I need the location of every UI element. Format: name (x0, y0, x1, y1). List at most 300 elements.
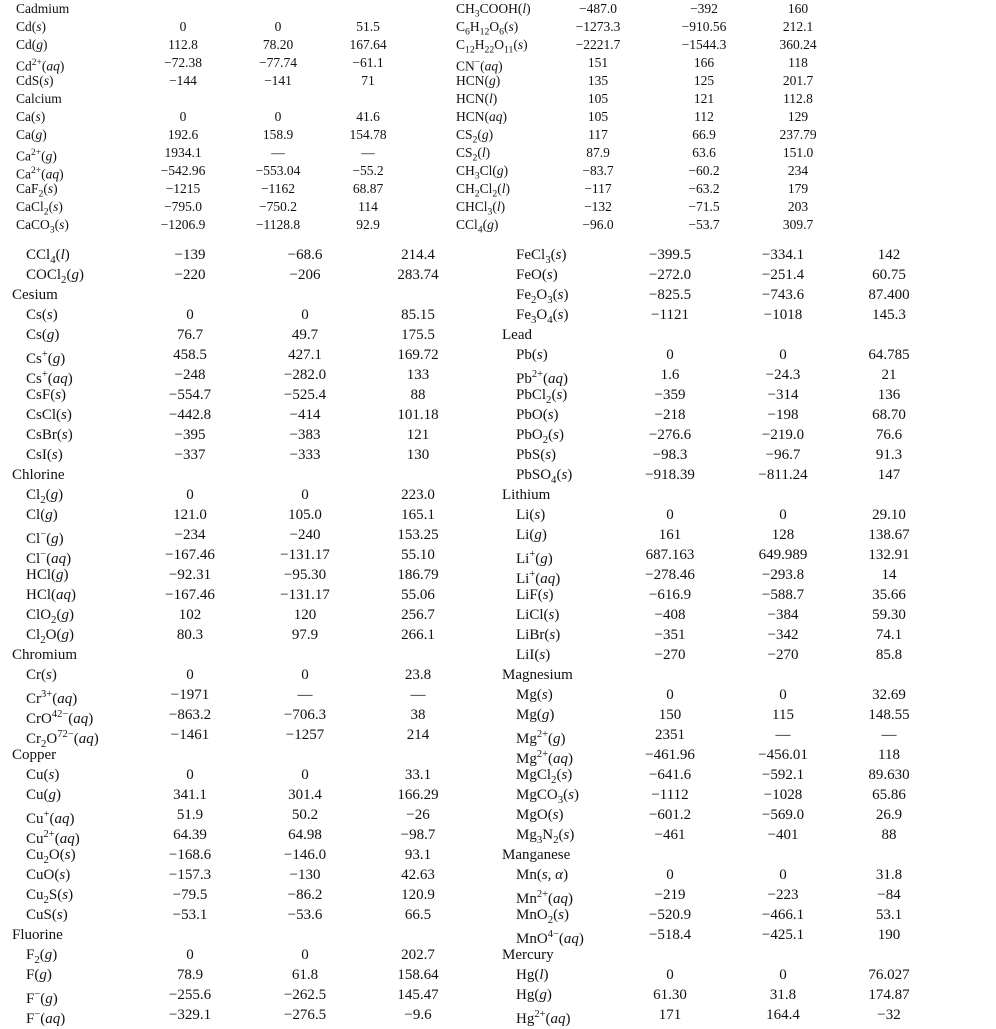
delta-g-cell: 0 (779, 687, 787, 703)
species-cell: HCN(aq) (456, 109, 508, 124)
delta-g-cell: −383 (289, 427, 321, 443)
entropy-cell: 283.74 (397, 267, 439, 283)
delta-g-cell: 0 (301, 307, 309, 323)
delta-g-cell: −569.0 (761, 807, 805, 823)
delta-g-cell: −706.3 (283, 707, 327, 723)
delta-h-cell: −278.46 (645, 567, 695, 583)
species-cell: HCN(l) (456, 91, 498, 106)
species-cell: $Cr_2O^{72-}(aq)$ (26, 729, 99, 750)
delta-h-cell: 0 (186, 487, 194, 503)
entropy-cell: 26.9 (875, 807, 903, 823)
delta-g-cell: −240 (289, 527, 321, 543)
entropy-cell: 151.0 (782, 145, 814, 160)
delta-g-cell: 301.4 (288, 787, 322, 803)
delta-g-cell: −198 (767, 407, 799, 423)
entropy-cell: 214.4 (401, 247, 435, 263)
delta-g-cell: — (297, 687, 313, 703)
delta-h-cell: −641.6 (648, 767, 692, 783)
delta-h-cell: −272.0 (648, 267, 692, 283)
delta-g-cell: 0 (274, 109, 282, 124)
delta-g-cell: −1544.3 (681, 37, 727, 52)
entropy-cell: 85.8 (875, 647, 903, 663)
entropy-cell: 76.027 (868, 967, 910, 983)
delta-h-cell: −351 (654, 627, 686, 643)
species-cell: Cs(g) (26, 327, 60, 343)
delta-g-cell: 0 (779, 867, 787, 883)
entropy-cell: 138.67 (868, 527, 910, 543)
delta-g-cell: 0 (301, 947, 309, 963)
species-cell: CsBr(s) (26, 427, 73, 443)
delta-h-cell: −337 (174, 447, 206, 463)
entropy-cell: 68.70 (872, 407, 906, 423)
delta-g-cell: −1128.8 (255, 217, 301, 232)
species-cell: $CH_2Cl_2(l)$ (456, 181, 511, 200)
delta-g-cell: −71.5 (688, 199, 720, 214)
delta-h-cell: −218 (654, 407, 686, 423)
delta-h-cell: 135 (587, 73, 609, 88)
delta-h-cell: −248 (174, 367, 206, 383)
delta-h-cell: −255.6 (168, 987, 212, 1003)
entropy-cell: — (410, 687, 426, 703)
delta-h-cell: −72.38 (164, 55, 202, 70)
delta-g-cell: −53.7 (688, 217, 720, 232)
species-cell: MgO(s) (516, 807, 564, 823)
entropy-cell: 129 (787, 109, 809, 124)
delta-h-cell: −395 (174, 427, 206, 443)
species-cell: HCl(g) (26, 567, 69, 583)
delta-h-cell: −167.46 (165, 547, 215, 563)
species-cell: Ca(g) (16, 127, 47, 142)
entropy-cell: 76.6 (875, 427, 903, 443)
entropy-cell: 169.72 (397, 347, 439, 363)
entropy-cell: 87.400 (868, 287, 910, 303)
species-cell: $C_6H_{12}O_6(s)$ (456, 19, 519, 38)
entropy-cell: 35.66 (872, 587, 906, 603)
delta-h-cell: −1215 (165, 181, 201, 196)
delta-g-cell: −811.24 (758, 467, 808, 483)
species-cell: $Cr^{3+}(aq)$ (26, 689, 78, 707)
delta-h-cell: −542.96 (160, 163, 206, 178)
entropy-cell: 74.1 (875, 627, 903, 643)
species-cell: MnO$_2$(s) (516, 907, 569, 926)
delta-h-cell: −616.9 (648, 587, 692, 603)
delta-g-cell: 128 (771, 527, 795, 543)
upper-left-block (0, 0, 460, 236)
species-cell: Hg(g) (516, 987, 552, 1003)
species-cell: Li+(aq) (516, 569, 561, 587)
species-cell: F(g) (26, 967, 52, 983)
delta-h-cell: 192.6 (167, 127, 199, 142)
species-cell: Cs(s) (26, 307, 58, 323)
delta-g-cell: 649.989 (758, 547, 808, 563)
delta-h-cell: −795.0 (164, 199, 202, 214)
delta-h-cell: −219 (654, 887, 686, 903)
entropy-cell: 237.79 (779, 127, 817, 142)
species-cell: $Cu^{2+}(aq)$ (26, 829, 80, 847)
species-cell: MgCO$_3$(s) (516, 787, 579, 806)
delta-h-cell: 61.30 (653, 987, 687, 1003)
species-cell: Cu+(aq) (26, 809, 75, 827)
element-heading: Manganese (502, 847, 571, 863)
entropy-cell: −26 (406, 807, 430, 823)
entropy-cell: 91.3 (875, 447, 903, 463)
delta-h-cell: 51.9 (176, 807, 204, 823)
entropy-cell: 133 (406, 367, 430, 383)
species-cell: $Fe_3O_4(s)$ (516, 307, 569, 326)
species-cell: Cl(g) (26, 507, 58, 523)
delta-h-cell: −518.4 (648, 927, 692, 943)
delta-h-cell: −399.5 (648, 247, 692, 263)
entropy-cell: 130 (406, 447, 430, 463)
delta-g-cell: −63.2 (688, 181, 720, 196)
delta-g-cell: 0 (779, 507, 787, 523)
delta-g-cell: −1162 (260, 181, 296, 196)
species-cell: CsI(s) (26, 447, 63, 463)
delta-g-cell: −425.1 (761, 927, 805, 943)
species-cell: CrO$^{42-}$(aq) (26, 709, 94, 727)
delta-h-cell: −98.3 (652, 447, 688, 463)
entropy-cell: 136 (877, 387, 901, 403)
delta-h-cell: 2351 (655, 727, 685, 743)
delta-g-cell: 49.7 (291, 327, 319, 343)
entropy-cell: 89.630 (868, 767, 910, 783)
delta-g-cell: 158.9 (262, 127, 294, 142)
delta-h-cell: −442.8 (168, 407, 212, 423)
species-cell: PbCl$_2$(s) (516, 387, 568, 406)
species-cell: Cs+(g) (26, 349, 66, 367)
delta-g-cell: −86.2 (287, 887, 323, 903)
entropy-cell: 55.06 (401, 587, 435, 603)
entropy-cell: 21 (881, 367, 897, 383)
species-cell: Mn(s, α) (516, 867, 569, 883)
delta-h-cell: −1461 (170, 727, 210, 743)
delta-h-cell: 151 (587, 55, 609, 70)
species-cell: MnO$^{4-}$(aq) (516, 929, 584, 947)
delta-g-cell: −525.4 (283, 387, 327, 403)
delta-h-cell: −83.7 (582, 163, 614, 178)
entropy-cell: 93.1 (404, 847, 432, 863)
delta-h-cell: −359 (654, 387, 686, 403)
delta-g-cell: −219.0 (761, 427, 805, 443)
entropy-cell: 118 (878, 747, 900, 763)
delta-g-cell: 64.98 (288, 827, 322, 843)
entropy-cell: 33.1 (404, 767, 432, 783)
delta-g-cell: 121 (693, 91, 715, 106)
delta-h-cell: 0 (666, 507, 674, 523)
delta-g-cell: −1257 (285, 727, 325, 743)
delta-g-cell: −1018 (763, 307, 803, 323)
entropy-cell: 154.78 (349, 127, 387, 142)
delta-g-cell: −1028 (763, 787, 803, 803)
delta-h-cell: −96.0 (582, 217, 614, 232)
delta-g-cell: 66.9 (692, 127, 716, 142)
delta-h-cell: 0 (186, 307, 194, 323)
delta-h-cell: 80.3 (176, 627, 204, 643)
element-heading: Lithium (502, 487, 551, 503)
delta-h-cell: −144 (169, 73, 197, 88)
entropy-cell: 256.7 (401, 607, 435, 623)
delta-g-cell: −206 (289, 267, 321, 283)
entropy-cell: 120.9 (401, 887, 435, 903)
species-cell: Pb(s) (516, 347, 548, 363)
species-cell: $CH_3COOH(l)$ (456, 1, 531, 20)
delta-h-cell: 341.1 (173, 787, 207, 803)
entropy-cell: 14 (881, 567, 897, 583)
delta-h-cell: −918.39 (645, 467, 695, 483)
delta-g-cell: −750.2 (259, 199, 297, 214)
entropy-cell: 38 (410, 707, 426, 723)
species-cell: $Ca^{2+}(g)$ (16, 148, 57, 164)
delta-g-cell: 78.20 (262, 37, 294, 52)
delta-h-cell: −329.1 (168, 1007, 212, 1023)
entropy-cell: 64.785 (868, 347, 910, 363)
delta-g-cell: — (775, 727, 791, 743)
species-cell: CuS(s) (26, 907, 68, 923)
species-cell: Li(s) (516, 507, 546, 523)
entropy-cell: 121 (406, 427, 430, 443)
delta-g-cell: −262.5 (283, 987, 327, 1003)
species-cell: $Fe_2O_3(s)$ (516, 287, 569, 306)
delta-h-cell: −487.0 (579, 1, 617, 16)
upper-right-block (446, 0, 996, 236)
delta-h-cell: 1.6 (660, 367, 680, 383)
delta-g-cell: 97.9 (291, 627, 319, 643)
species-cell: Cu(g) (26, 787, 62, 803)
species-cell: Cl−(g) (26, 529, 64, 547)
species-cell: LiCl(s) (516, 607, 560, 623)
delta-h-cell: −220 (174, 267, 206, 283)
entropy-cell: 175.5 (401, 327, 435, 343)
entropy-cell: 145.3 (872, 307, 906, 323)
entropy-cell: 71 (361, 73, 375, 88)
delta-g-cell: 0 (274, 19, 282, 34)
entropy-cell: 42.63 (401, 867, 435, 883)
delta-g-cell: −592.1 (761, 767, 805, 783)
entropy-cell: 59.30 (872, 607, 906, 623)
delta-g-cell: −553.04 (255, 163, 301, 178)
delta-h-cell: 105 (587, 91, 609, 106)
species-cell: HCN(g) (456, 73, 501, 88)
entropy-cell: 85.15 (401, 307, 435, 323)
entropy-cell: 66.5 (404, 907, 432, 923)
species-cell: Mg(g) (516, 707, 555, 723)
delta-g-cell: — (271, 145, 285, 160)
species-cell: $Mg^{2+}(g)$ (516, 729, 566, 747)
delta-g-cell: 0 (301, 487, 309, 503)
delta-h-cell: 117 (588, 127, 608, 142)
entropy-cell: 158.64 (397, 967, 439, 983)
delta-g-cell: 0 (301, 767, 309, 783)
delta-g-cell: 50.2 (291, 807, 319, 823)
delta-g-cell: −401 (767, 827, 799, 843)
delta-g-cell: −282.0 (283, 367, 327, 383)
delta-g-cell: −314 (767, 387, 799, 403)
entropy-cell: 65.86 (872, 787, 906, 803)
delta-g-cell: −141 (264, 73, 292, 88)
species-cell: $Mg^{2+}(aq)$ (516, 749, 574, 767)
lower-right-block (498, 245, 996, 1027)
species-cell: CuO(s) (26, 867, 71, 883)
delta-g-cell: −293.8 (761, 567, 805, 583)
entropy-cell: −55.2 (352, 163, 384, 178)
delta-g-cell: −276.5 (283, 1007, 327, 1023)
delta-g-cell: 61.8 (291, 967, 319, 983)
delta-g-cell: 0 (301, 667, 309, 683)
delta-h-cell: 87.9 (586, 145, 610, 160)
delta-g-cell: −96.7 (765, 447, 801, 463)
species-cell: CHCl$_3$(l) (456, 199, 506, 218)
species-cell: $Mn^{2+}(aq)$ (516, 889, 574, 907)
delta-g-cell: 120 (293, 607, 317, 623)
species-cell: CN−(aq) (456, 58, 503, 74)
delta-g-cell: −333 (289, 447, 321, 463)
delta-h-cell: −132 (584, 199, 612, 214)
species-cell: FeCl$_3$(s) (516, 247, 567, 266)
delta-h-cell: −79.5 (172, 887, 208, 903)
entropy-cell: 148.55 (868, 707, 910, 723)
delta-g-cell: −456.01 (758, 747, 808, 763)
delta-g-cell: −251.4 (761, 267, 805, 283)
element-heading: Cadmium (16, 1, 70, 16)
delta-g-cell: 427.1 (288, 347, 322, 363)
species-cell: MgCl$_2$(s) (516, 767, 573, 786)
entropy-cell: 223.0 (401, 487, 435, 503)
delta-h-cell: 105 (587, 109, 609, 124)
species-cell: F−(g) (26, 989, 58, 1007)
entropy-cell: 160 (787, 1, 809, 16)
entropy-cell: −98.7 (400, 827, 436, 843)
delta-h-cell: 102 (178, 607, 202, 623)
species-cell: F−(aq) (26, 1009, 66, 1027)
species-cell: $Pb^{2+}(aq)$ (516, 369, 569, 387)
delta-h-cell: −601.2 (648, 807, 692, 823)
delta-h-cell: −1121 (651, 307, 689, 323)
species-cell: CdS(s) (16, 73, 54, 88)
delta-g-cell: −384 (767, 607, 799, 623)
species-cell: PbO$_2$(s) (516, 427, 564, 446)
element-heading: Calcium (16, 91, 62, 106)
delta-h-cell: −461.96 (645, 747, 695, 763)
delta-h-cell: −1206.9 (160, 217, 206, 232)
delta-h-cell: 687.163 (645, 547, 695, 563)
delta-h-cell: 171 (658, 1007, 682, 1023)
delta-h-cell: 0 (186, 947, 194, 963)
delta-h-cell: −167.46 (165, 587, 215, 603)
delta-g-cell: 0 (779, 347, 787, 363)
delta-g-cell: −342 (767, 627, 799, 643)
delta-h-cell: −117 (584, 181, 612, 196)
delta-h-cell: −53.1 (172, 907, 208, 923)
delta-h-cell: −270 (654, 647, 686, 663)
species-cell: CaCl$_2$(s) (16, 199, 63, 218)
species-cell: $Ca^{2+}(aq)$ (16, 166, 64, 182)
entropy-cell: — (881, 727, 897, 743)
delta-h-cell: −461 (654, 827, 686, 843)
entropy-cell: 53.1 (875, 907, 903, 923)
delta-h-cell: 0 (666, 687, 674, 703)
delta-g-cell: 164.4 (766, 1007, 800, 1023)
species-cell: $CS_2(l)$ (456, 145, 491, 164)
entropy-cell: 234 (787, 163, 809, 178)
species-cell: LiBr(s) (516, 627, 561, 643)
species-cell: HCl(aq) (26, 587, 77, 603)
entropy-cell: 92.9 (356, 217, 380, 232)
delta-h-cell: 1934.1 (164, 145, 202, 160)
entropy-cell: 153.25 (397, 527, 439, 543)
entropy-cell: 118 (788, 55, 808, 70)
delta-h-cell: 112.8 (168, 37, 198, 52)
delta-h-cell: −92.31 (168, 567, 212, 583)
species-cell: Cl−(aq) (26, 549, 72, 567)
delta-g-cell: −131.17 (280, 547, 330, 563)
delta-g-cell: −77.74 (259, 55, 297, 70)
entropy-cell: 55.10 (401, 547, 435, 563)
delta-h-cell: −157.3 (168, 867, 212, 883)
entropy-cell: 266.1 (401, 627, 435, 643)
delta-h-cell: 0 (186, 667, 194, 683)
entropy-cell: 309.7 (782, 217, 814, 232)
entropy-cell: 202.7 (401, 947, 435, 963)
entropy-cell: 60.75 (872, 267, 906, 283)
entropy-cell: 186.79 (397, 567, 439, 583)
entropy-cell: −9.6 (404, 1007, 432, 1023)
species-cell: $CS_2(g)$ (456, 127, 494, 146)
element-heading: Mercury (502, 947, 554, 963)
delta-g-cell: −743.6 (761, 287, 805, 303)
element-heading: Copper (12, 747, 57, 763)
delta-g-cell: −60.2 (688, 163, 720, 178)
species-cell: CaF$_2$(s) (16, 181, 58, 200)
species-cell: $Cl_2O(g)$ (26, 627, 74, 646)
species-cell: Cr(s) (26, 667, 57, 683)
entropy-cell: 23.8 (404, 667, 432, 683)
delta-g-cell: 31.8 (769, 987, 797, 1003)
delta-g-cell: −334.1 (761, 247, 805, 263)
delta-h-cell: 0 (666, 347, 674, 363)
entropy-cell: 147 (877, 467, 901, 483)
delta-g-cell: 105.0 (288, 507, 322, 523)
species-cell: $Cu_2O(s)$ (26, 847, 76, 866)
delta-h-cell: −139 (174, 247, 206, 263)
element-heading: Fluorine (12, 927, 63, 943)
delta-h-cell: −825.5 (648, 287, 692, 303)
delta-h-cell: 78.9 (176, 967, 204, 983)
entropy-cell: 167.64 (349, 37, 387, 52)
delta-h-cell: −168.6 (168, 847, 212, 863)
delta-g-cell: −466.1 (761, 907, 805, 923)
delta-h-cell: −408 (654, 607, 686, 623)
species-cell: CaCO$_3$(s) (16, 217, 69, 236)
delta-h-cell: 0 (179, 109, 187, 124)
delta-g-cell: −95.30 (283, 567, 327, 583)
entropy-cell: −32 (877, 1007, 901, 1023)
species-cell: $Cd^{2+}(aq)$ (16, 58, 65, 74)
delta-g-cell: −588.7 (761, 587, 805, 603)
entropy-cell: 88 (881, 827, 897, 843)
entropy-cell: 132.91 (868, 547, 910, 563)
entropy-cell: 145.47 (397, 987, 439, 1003)
delta-h-cell: −863.2 (168, 707, 212, 723)
delta-g-cell: −130 (289, 867, 321, 883)
species-cell: $Hg^{2+}(aq)$ (516, 1009, 571, 1027)
delta-h-cell: −2221.7 (575, 37, 621, 52)
entropy-cell: 201.7 (782, 73, 814, 88)
delta-h-cell: −276.6 (648, 427, 692, 443)
species-cell: Cd(s) (16, 19, 47, 34)
species-cell: ClO$_2$(g) (26, 607, 74, 626)
entropy-cell: 29.10 (872, 507, 906, 523)
species-cell: CCl$_4$(g) (456, 217, 499, 236)
